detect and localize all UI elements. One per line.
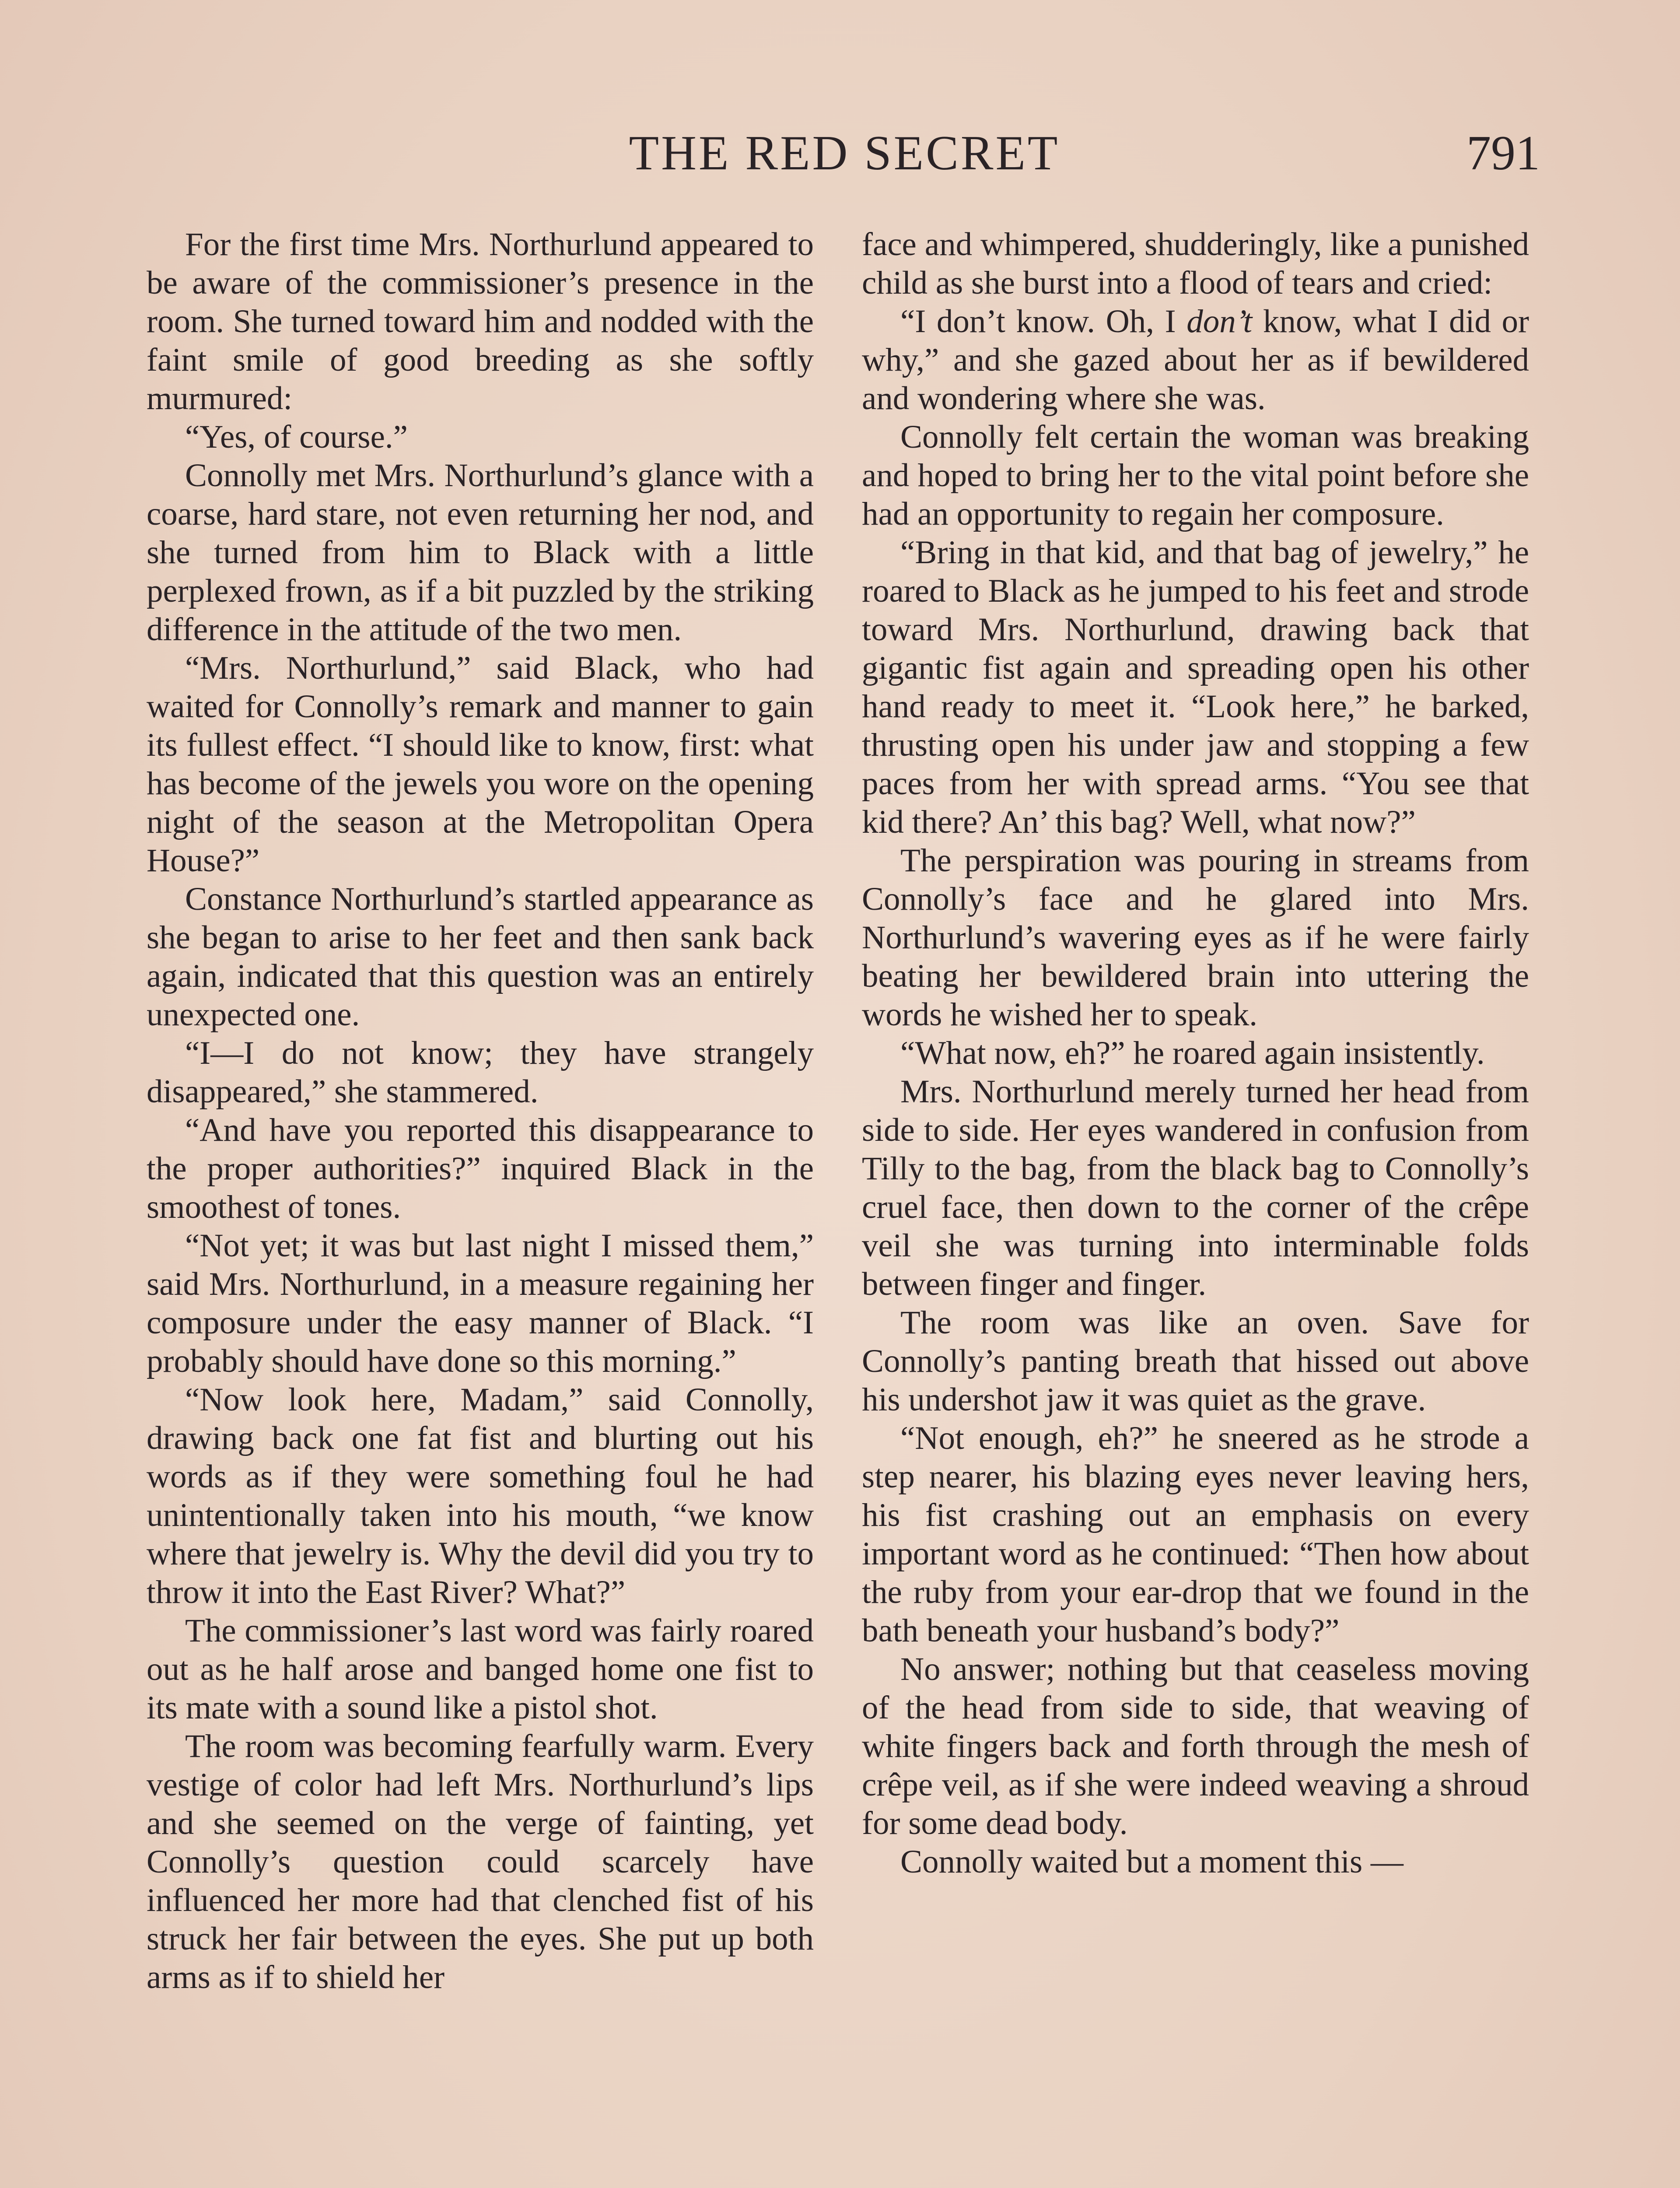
- paragraph: The commissioner’s last word was fairly roared out as he half arose and banged home one fist to its mate with a sound like a pistol shot.: [147, 1613, 814, 1726]
- paragraph: Connolly waited but a moment this —: [900, 1844, 1404, 1880]
- paragraph: “I—I do not know; they have strangely disappeared,” she stammered.: [147, 1035, 814, 1110]
- paragraph: “Mrs. Northurlund,” said Black, who had waited for Connolly’s remark and manner to gain its fullest effect. “I should like to know, first: what has become of the jewels you wore on the opening night of the season at the Metropolitan Opera House?”: [147, 650, 814, 879]
- paragraph: Connolly felt certain the woman was breaking and hoped to bring her to the vital point before she had an opportunity to regain her composure.: [862, 419, 1529, 532]
- paragraph: “Bring in that kid, and that bag of jewelry,” he roared to Black as he jumped to his feet and strode toward Mrs. Northurlund, drawing back that gigantic fist again and spreading open his other hand ready to meet it. “Look here,” he barked, thrusting open his under jaw and stopping a few paces from her with spread arms. “You see that kid there? An’ this bag? Well, what now?”: [862, 534, 1529, 840]
- right-column: [862, 225, 1529, 1881]
- paragraph: [862, 302, 1529, 418]
- paragraph: The perspiration was pouring in streams from Connolly’s face and he glared into Mrs. Northurlund’s wavering eyes as if he were fairly beating her bewildered brain into uttering the words he wished her to speak.: [862, 842, 1529, 1033]
- paragraph: No answer; nothing but that ceaseless moving of the head from side to side, that weaving of white fingers back and forth through the mesh of crêpe veil, as if she were indeed weaving a shroud for some dead body.: [862, 1651, 1529, 1841]
- paragraph: “Not yet; it was but last night I missed them,” said Mrs. Northurlund, in a measure regaining her composure under the easy manner of Black. “I probably should have done so this morning.”: [147, 1227, 814, 1379]
- running-title: THE RED SECRET: [629, 126, 1060, 180]
- quote-text: know, what I did or why,” and she gazed about her as if bewildered and wondering where she was.: [862, 303, 1529, 417]
- quote-text: “I don’t know. Oh, I: [900, 303, 1187, 340]
- italic-emphasis: don’t: [1186, 303, 1253, 340]
- page-number: 791: [1466, 126, 1540, 180]
- paragraph: “Not enough, eh?” he sneered as he strode a step nearer, his blazing eyes never leaving hers, his fist crashing out an emphasis on every important word as he continued: “Then how about the ruby from your ear-drop that we found in the bath beneath your husband’s body?”: [862, 1420, 1529, 1649]
- paragraph: Constance Northurlund’s startled appearance as she began to arise to her feet and then sank back again, indicated that this question was an entirely unexpected one.: [147, 881, 814, 1033]
- paragraph: “Yes, of course.”: [185, 419, 408, 455]
- paragraph: “What now, eh?” he roared again insistently.: [900, 1035, 1485, 1071]
- left-column: [147, 225, 814, 1997]
- paragraph: “Now look here, Madam,” said Connolly, drawing back one fat fist and blurting out his words as if they were something foul he had unintentionally taken into his mouth, “we know where that jewelry is. Why the devil did you try to throw it into the East River? What?”: [147, 1382, 814, 1610]
- paragraph: Connolly met Mrs. Northurlund’s glance with a coarse, hard stare, not even returning her nod, and she turned from him to Black with a little perplexed frown, as if a bit puzzled by the striking difference in the attitude of the two men.: [147, 457, 814, 648]
- paragraph-continued: face and whimpered, shudderingly, like a punished child as she burst into a flood of tears and cried:: [862, 226, 1529, 301]
- paragraph: The room was like an oven. Save for Connolly’s panting breath that hissed out above his undershot jaw it was quiet as the grave.: [862, 1304, 1529, 1418]
- page-header: [149, 118, 1540, 188]
- paragraph: “And have you reported this disappearance to the proper authorities?” inquired Black in the smoothest of tones.: [147, 1112, 814, 1225]
- paragraph: Mrs. Northurlund merely turned her head from side to side. Her eyes wandered in confusion from Tilly to the bag, from the black bag to Connolly’s cruel face, then down to the corner of the crêpe veil she was turning into interminable folds between finger and finger.: [862, 1073, 1529, 1302]
- paragraph: The room was becoming fearfully warm. Every vestige of color had left Mrs. Northurlund’s lips and she seemed on the verge of fainting, yet Connolly’s question could scarcely have influenced her more had that clenched fist of his struck her fair between the eyes. She put up both arms as if to shield her: [147, 1728, 814, 1995]
- paragraph: For the first time Mrs. Northurlund appeared to be aware of the commissioner’s presence in the room. She turned toward him and nodded with the faint smile of good breeding as she softly murmured:: [147, 226, 814, 417]
